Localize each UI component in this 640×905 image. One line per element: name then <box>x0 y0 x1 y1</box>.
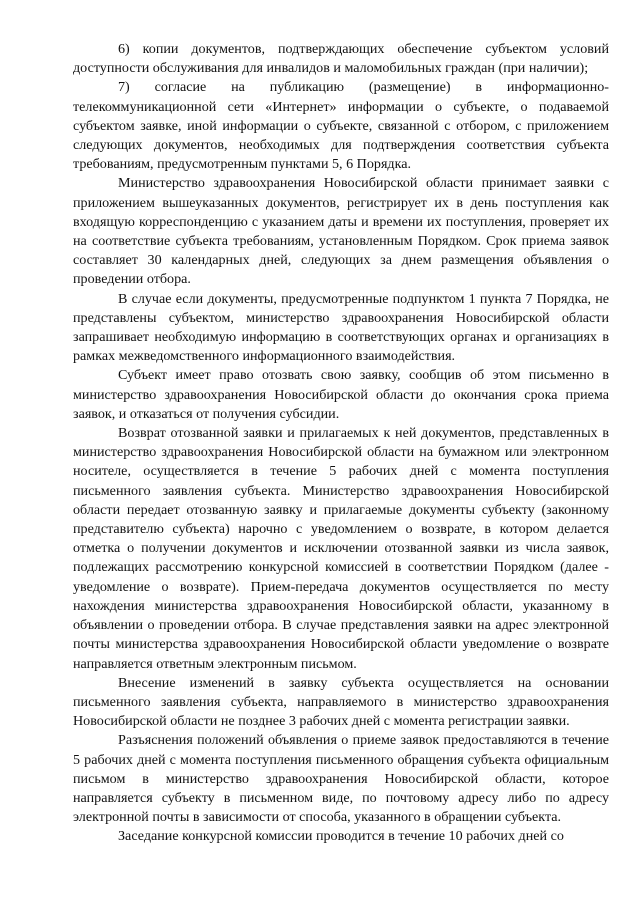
document-page <box>73 40 609 847</box>
paragraph-application-changes: Внесение изменений в заявку субъекта осуществляется на основании письменного заявления субъекта, направляемого в министерство здравоохранения Новосибирской области не позднее 3 рабочих дней с момента регистрации заявки. <box>73 674 609 730</box>
paragraph-interagency-request: В случае если документы, предусмотренные подпунктом 1 пункта 7 Порядка, не представлены субъектом, министерство здравоохранения Новосибирской области запрашивает необходимую информацию в соответствующих органах и организациях в рамках межведомственного информационного взаимодействия. <box>73 290 609 365</box>
paragraph-withdrawal-return: Возврат отозванной заявки и прилагаемых к ней документов, представленных в министерство здравоохранения Новосибирской области на бумажном или электронном носителе, осуществляется в течение 5 рабочих дней с момента поступления письменного заявления субъекта. Министерство здравоохранения Новосибирской области передает отозванную заявку и прилагаемые документы субъекту (законному представителю субъекта) нарочно с уведомлением о возврате, в котором делается отметка о получении документов и исключении отозванной заявки из числа заявок, подлежащих рассмотрению конкурсной комиссией в соответствии Порядком (далее - уведомление о возврате). Прием-передача документов осуществляется по месту нахождения министерства здравоохранения Новосибирской области, указанному в объявлении о проведении отбора. В случае представления заявки на адрес электронной почты министерства здравоохранения Новосибирской области уведомление о возврате направляется ответным электронным письмом. <box>73 425 609 672</box>
paragraph-item-7: 7) согласие на публикацию (размещение) в информационно-телекоммуникационной сети «Интернет» информации о субъекте, о подаваемой субъектом заявке, иной информации о субъекте, связанной с отбором, с приложением следующих документов, необходимых для подтверждения соответствия субъекта требованиям, предусмотренным пунктами 5, 6 Порядка. <box>73 79 609 173</box>
paragraph-commission-meeting: Заседание конкурсной комиссии проводится в течение 10 рабочих дней со <box>118 828 564 845</box>
paragraph-item-6: 6) копии документов, подтверждающих обеспечение субъектом условий доступности обслуживания для инвалидов и маломобильных граждан (при наличии); <box>73 41 609 77</box>
paragraph-withdrawal-right: Субъект имеет право отозвать свою заявку, сообщив об этом письменно в министерство здравоохранения Новосибирской области до окончания срока приема заявок, и отказаться от получения субсидии. <box>73 367 609 422</box>
paragraph-application-acceptance: Министерство здравоохранения Новосибирской области принимает заявки с приложением вышеуказанных документов, регистрирует их в день поступления как входящую корреспонденцию с указанием даты и времени их поступления, проверяет их на соответствие субъекта требованиям, установленным Порядком. Срок приема заявок составляет 30 календарных дней, следующих за днем размещения объявления о проведении отбора. <box>73 175 609 288</box>
paragraph-clarifications: Разъяснения положений объявления о приеме заявок предоставляются в течение 5 рабочих дней с момента поступления письменного обращения субъекта официальным письмом в министерство здравоохранения Новосибирской области, которое направляется субъекту в письменном виде, по почтовому адресу либо по адресу электронной почты в зависимости от способа, указанного в обращении субъекта. <box>73 732 609 826</box>
